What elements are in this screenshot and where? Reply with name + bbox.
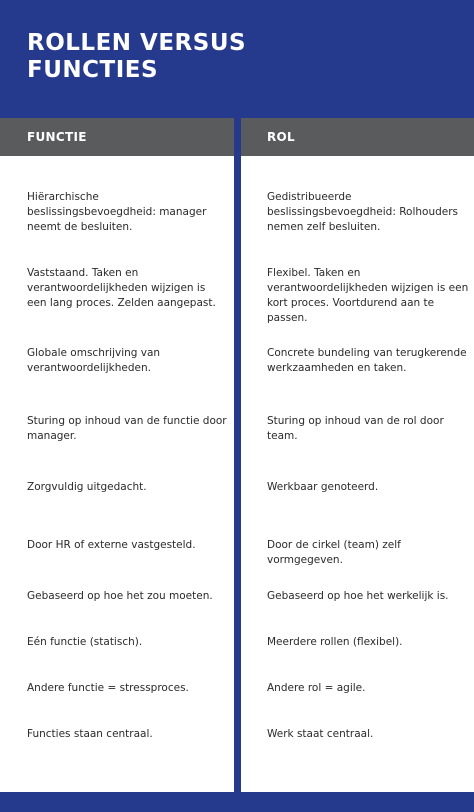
column-rol [241,156,474,792]
functie-cell: Eén functie (statisch). [27,636,143,648]
rol-cell: Door de cirkel (team) zelf vormgegeven. [267,539,401,566]
rol-cell: Gedistribueerde beslissingsbevoegdheid: Rolhouders nemen zelf besluiten. [267,191,459,233]
rol-cell: Werk staat centraal. [267,728,374,740]
page-header [0,0,474,118]
functie-cell: Hiërarchische beslissingsbevoegdheid: manager neemt de besluiten. [27,191,207,233]
functie-cell: Sturing op inhoud van de functie door manager. [27,415,227,442]
rol-cell: Gebaseerd op hoe het werkelijk is. [267,590,449,602]
rol-cell: Flexibel. Taken en verantwoordelijkheden wijzigen is een kort proces. Voortdurend aan te passen. [267,267,469,324]
column-header-rol: ROL [241,118,474,156]
rol-cell: Andere rol = agile. [267,682,366,694]
page-footer [0,792,474,812]
functie-cell: Gebaseerd op hoe het zou moeten. [27,590,213,602]
functie-cell: Andere functie = stressproces. [27,682,189,694]
functie-cell: Globale omschrijving van verantwoordelijkheden. [27,347,161,374]
functie-cell: Vaststaand. Taken en verantwoordelijkheden wijzigen is een lang proces. Zelden aangepast. [27,267,216,309]
column-functie [0,156,234,792]
rol-cell: Meerdere rollen (flexibel). [267,636,403,648]
rol-cell: Sturing op inhoud van de rol door team. [267,415,444,442]
column-divider [234,118,241,812]
rol-cell: Werkbaar genoteerd. [267,481,379,493]
column-header-functie: FUNCTIE [0,118,234,156]
functie-cell: Functies staan centraal. [27,728,153,740]
functie-cell: Zorgvuldig uitgedacht. [27,481,147,493]
rol-cell: Concrete bundeling van terugkerende werkzaamheden en taken. [267,347,467,374]
page-title: ROLLEN VERSUS FUNCTIES [27,30,247,83]
functie-cell: Door HR of externe vastgesteld. [27,539,196,551]
